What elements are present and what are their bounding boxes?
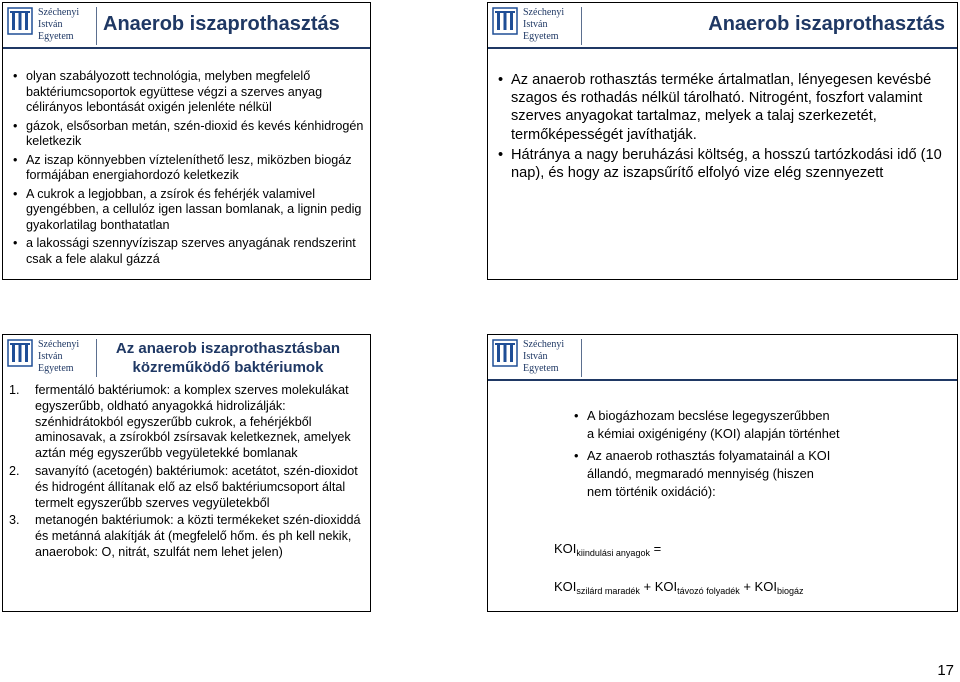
item-text: metanogén baktériumok: a közti termékeket szén-dioxiddá és metánná alakítják át (megfelelő hőm. és ph kell nekik, anaerobok: O, nitrát, szulfát nem lehet jelen) xyxy=(35,513,361,559)
university-emblem-icon xyxy=(492,7,518,35)
formula-term: KOI xyxy=(654,579,678,594)
formula-koi-input xyxy=(554,541,661,558)
logo-line-1: Széchenyi xyxy=(523,339,565,350)
header-rule xyxy=(488,47,957,49)
formula-koi-outputs xyxy=(554,579,803,596)
bullet-list xyxy=(572,407,840,505)
bullet-item: • Hátránya a nagy beruházási költség, a hosszú tartózkodási idő (10 nap), és hogy az iszapsűrítő elfolyó vize elég szennyezett xyxy=(496,146,951,182)
slide-title: Anaerob iszaprothasztás xyxy=(708,13,945,35)
logo-line-2: István xyxy=(523,351,548,362)
bullet-item: • olyan szabályozott technológia, melyben megfelelő baktériumcsoportok együttese végzi a szerves anyag célirányos lebontását oxigén jelenléte nélkül xyxy=(11,69,366,116)
university-logo xyxy=(492,339,580,377)
slide-4 xyxy=(487,334,958,612)
logo-text xyxy=(523,339,564,375)
item-number: 1. xyxy=(9,383,20,397)
logo-line-1: Széchenyi xyxy=(38,7,80,18)
logo-line-2: István xyxy=(38,19,63,30)
formula-term: KOI xyxy=(554,579,577,594)
bullet-item: • Az iszap könnyebben vízteleníthető lesz, miközben biogáz formájában energiahordozó keletkezik xyxy=(11,153,366,184)
logo-line-3: Egyetem xyxy=(523,363,559,374)
university-emblem-icon xyxy=(7,339,33,367)
header-divider xyxy=(96,7,97,45)
slide-title: Anaerob iszaprothasztás xyxy=(103,13,340,35)
bullet-item: • A biogázhozam becslése legegyszerűbben a kémiai oxigénigény (KOI) alapján történhet xyxy=(572,407,840,443)
header-divider xyxy=(581,7,582,45)
logo-line-1: Széchenyi xyxy=(523,7,565,18)
formula-subscript: kiindulási anyagok xyxy=(576,548,650,558)
logo-text xyxy=(38,339,79,375)
slide-1 xyxy=(2,2,371,280)
university-logo xyxy=(7,339,95,377)
formula-subscript: biogáz xyxy=(776,586,804,596)
formula-operator: + xyxy=(739,579,755,594)
formula-operator: = xyxy=(649,541,662,556)
bullet-list xyxy=(11,69,366,270)
university-emblem-icon xyxy=(492,339,518,367)
numbered-item xyxy=(9,513,367,560)
logo-text xyxy=(523,7,564,43)
numbered-item xyxy=(9,464,367,511)
university-logo xyxy=(492,7,580,45)
item-text: savanyító (acetogén) baktériumok: acetátot, szén-dioxidot és hidrogént állítanak elő az első baktériumcsoport által termelt egyszerűbb szerves vegyületekből xyxy=(35,463,358,510)
slide-title-line-2: közreműködő baktériumok xyxy=(132,359,324,376)
page-number: 17 xyxy=(937,662,954,679)
formula-subscript: szilárd maradék xyxy=(576,586,640,596)
logo-line-3: Egyetem xyxy=(38,31,74,42)
logo-line-3: Egyetem xyxy=(523,31,559,42)
logo-line-3: Egyetem xyxy=(38,363,74,374)
numbered-list xyxy=(9,383,367,563)
bullet-list xyxy=(496,71,951,184)
item-number: 3. xyxy=(9,513,20,528)
formula-term: KOI xyxy=(754,579,777,594)
bullet-item: • Az anaerob rothasztás folyamatainál a KOI állandó, megmaradó mennyiség (hiszen nem történik oxidáció): xyxy=(572,447,840,501)
bullet-item: • A cukrok a legjobban, a zsírok és fehérjék valamivel gyengébben, a cellulóz igen lassan bomlanak, a lignin pedig gyakorlatilag bonthatatlan xyxy=(11,187,366,234)
header-rule xyxy=(3,47,370,49)
header-divider xyxy=(581,339,582,377)
slide-title xyxy=(93,339,363,377)
formula-term: KOI xyxy=(554,541,577,556)
numbered-item xyxy=(9,383,367,462)
item-number: 2. xyxy=(9,463,20,478)
formula-operator: + xyxy=(639,579,655,594)
formula-subscript: távozó folyadék xyxy=(677,586,740,596)
university-emblem-icon xyxy=(7,7,33,35)
slide-2 xyxy=(487,2,958,280)
logo-line-2: István xyxy=(38,351,63,362)
slide-3 xyxy=(2,334,371,612)
logo-text xyxy=(38,7,79,43)
item-text: fermentáló baktériumok: a komplex szerves molekulákat egyszerűbb, oldható anyagokká hidrolizálják: szénhidrátokból egyszerűbb cukrok, a fehérjékből aminosavak, a zsírokból zsírsavak keletkeznek, amelyek aztán még egyszerűbb vegyületekké bomlanak xyxy=(35,383,351,461)
university-logo xyxy=(7,7,95,45)
logo-line-1: Széchenyi xyxy=(38,339,80,350)
bullet-item: • a lakossági szennyvíziszap szerves anyagának rendszerint csak a fele alakul gázzá xyxy=(11,236,366,267)
bullet-item: • gázok, elsősorban metán, szén-dioxid és kevés kénhidrogén keletkezik xyxy=(11,119,366,150)
bullet-item: • Az anaerob rothasztás terméke ártalmatlan, lényegesen kevésbé szagos és rothadás nélkül tárolható. Nitrogént, foszfort valamint szerves anyagokat tartalmaz, melyek a talaj szerkezetét, termőképességét javíthatják. xyxy=(496,71,951,144)
logo-line-2: István xyxy=(523,19,548,30)
slide-title-line-1: Az anaerob iszaprothasztásban xyxy=(115,340,341,357)
header-rule xyxy=(488,379,957,381)
